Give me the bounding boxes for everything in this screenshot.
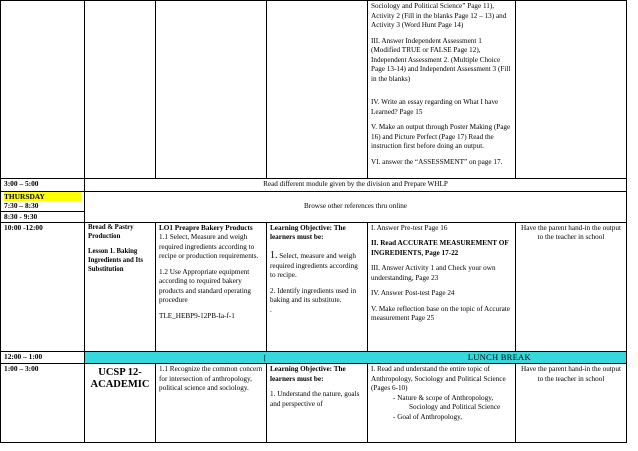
competency-item: 1.1 Select, Measure and weigh required ingredients according to recipe or production requirements. bbox=[159, 233, 259, 261]
subject-cell: UCSP 12-ACADEMIC bbox=[85, 364, 156, 443]
competency-title: LO1 Preapre Bakery Products bbox=[159, 223, 253, 232]
task-bullet: - Goal of Anthropology, bbox=[393, 412, 463, 421]
task-item: III. Answer Activity 1 and Check your own understanding, Page 23 bbox=[371, 264, 496, 282]
competency-item: 1.2 Use Appropriate equipment according to required bakery products and standard operating procedure bbox=[159, 267, 252, 305]
task-bullet: - Nature & scope of Anthropology, bbox=[393, 393, 494, 402]
day-time-cell bbox=[1, 191, 85, 222]
table-row bbox=[1, 222, 627, 351]
task-item: I. Answer Pre-test Page 16 bbox=[371, 223, 448, 232]
activity-cell: Read different module given by the division and Prepare WHLP bbox=[85, 179, 627, 192]
objective-item: 1. Understand the nature, goals and perspective of bbox=[270, 390, 360, 408]
table-row bbox=[1, 191, 627, 222]
objective-item: 2. Identify ingredients used in baking and its substitute. bbox=[270, 286, 357, 305]
competency-cell: 1.1 Recognize the common concern for intersection of anthropology, political science and sociology. bbox=[156, 364, 267, 443]
activity-item: V. Make an output through Poster Making (Page 16) and Picture Perfect (Page 17) Read the instruction first before doing an output. bbox=[371, 123, 511, 150]
time-cell: 10:00 -12:00 bbox=[1, 222, 85, 351]
objective-item bbox=[270, 249, 364, 281]
day-label: THURSDAY bbox=[4, 192, 81, 202]
objective-dot: . bbox=[270, 305, 272, 314]
objective-text: Select, measure and weigh required ingredients according to recipe. bbox=[270, 251, 358, 280]
table-row bbox=[1, 179, 627, 192]
activity-cell: Browse other references thru online bbox=[85, 191, 627, 222]
table-row bbox=[1, 351, 627, 364]
objective-cell bbox=[267, 222, 368, 351]
task-item: V. Make reflection base on the topic of Accurate measurement Page 25 bbox=[371, 304, 510, 323]
objective-number: 1. bbox=[270, 249, 278, 261]
activity-item: III. Answer Independent Assessment 1 (Modified TRUE or FALSE Page 12), Independent Assessment 2. (Multiple Choice Page 13-14) and Independent Assessment 3 (Fill in the blanks) bbox=[371, 36, 511, 83]
lesson-title: Lesson 1. Baking Ingredients and Its Substitution bbox=[88, 247, 144, 273]
objective-title: Learning Objective: The learners must be: bbox=[270, 223, 346, 242]
task-item: IV. Answer Post-test Page 24 bbox=[371, 289, 455, 298]
objective-cell bbox=[267, 364, 368, 443]
lunch-break-label: LUNCH BREAK bbox=[467, 351, 531, 362]
subject-name: Bread & Pastry Production bbox=[88, 223, 134, 240]
table-row bbox=[1, 364, 627, 443]
time-label: 8:30 - 9:30 bbox=[1, 211, 84, 222]
activity-item: VI. answer the “ASSESSMENT” on page 17. bbox=[371, 157, 503, 166]
time-cell: 12:00 – 1:00 bbox=[1, 351, 85, 364]
time-cell: 3:00 – 5:00 bbox=[1, 179, 85, 192]
competency-cell bbox=[156, 222, 267, 351]
table-row bbox=[1, 1, 627, 179]
task-item: I. Read and understand the entire topic of Anthropology, Sociology and Political Science (Pages 6-10) bbox=[371, 365, 506, 393]
task-item: II. Read ACCURATE MEASUREMENT OF INGREDIENTS, Page 17-22 bbox=[371, 239, 509, 257]
delivery-cell: Have the parent hand-in the output to the teacher in school bbox=[516, 222, 627, 351]
task-bullet: Sociology and Political Science bbox=[409, 403, 501, 412]
activities-cell bbox=[368, 1, 516, 179]
time-cell: 1:00 – 3:00 bbox=[1, 364, 85, 443]
competency-code: TLE_HEBP9-12PB-Ia-f-1 bbox=[159, 311, 235, 320]
tasks-cell bbox=[368, 222, 516, 351]
activity-item: Sociology and Political Science” Page 11), Activity 2 (Fill in the blanks Page 12 – 13) and Activity 3 (Word Hunt Page 14) bbox=[371, 2, 507, 29]
tasks-cell bbox=[368, 364, 516, 443]
activity-item: IV. Write an essay regarding on What I have Learned? Page 15 bbox=[371, 98, 499, 116]
delivery-cell: Have the parent hand-in the output to the teacher in school bbox=[516, 364, 627, 443]
time-label: 7:30 – 8:30 bbox=[4, 201, 39, 211]
subject-cell bbox=[85, 222, 156, 351]
lunch-break-cell bbox=[85, 351, 627, 364]
objective-title: Learning Objective: The learners must be: bbox=[270, 365, 346, 383]
lunch-marker: [ bbox=[263, 353, 266, 362]
